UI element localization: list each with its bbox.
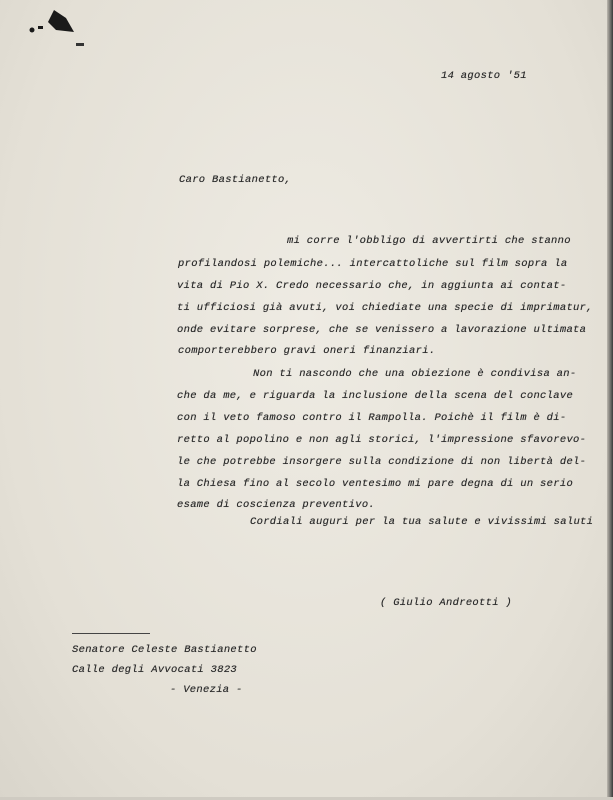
text-line: vita di Pio X. Credo necessario che, in aggiunta ai contat-: [177, 280, 567, 292]
ink-mark: [76, 43, 84, 46]
letter-closing: Cordiali auguri per la tua salute e vivissimi saluti: [250, 516, 594, 528]
scan-edge: [607, 0, 613, 800]
text-line: retto al popolino e non agli storici, l'impressione sfavorevo-: [177, 434, 587, 446]
recipient-name: Senatore Celeste Bastianetto: [72, 644, 257, 656]
text-line: la Chiesa fino al secolo ventesimo mi pare degna di un serio: [177, 478, 574, 490]
text-line: le che potrebbe insorgere sulla condizione di non libertà del-: [177, 456, 587, 468]
text-line: esame di coscienza preventivo.: [177, 499, 376, 511]
text-line: che da me, e riguarda la inclusione della scena del conclave: [177, 390, 574, 402]
letter-date: 14 agosto '51: [441, 70, 527, 82]
text-line: mi corre l'obbligo di avvertirti che stanno: [287, 235, 571, 247]
text-line: ti ufficiosi già avuti, voi chiediate una specie di imprimatur,: [177, 302, 593, 314]
text-line: onde evitare sorprese, che se venissero a lavorazione ultimata: [177, 324, 587, 336]
letter-salutation: Caro Bastianetto,: [179, 174, 292, 186]
text-line: profilandosi polemiche... intercattoliche sul film sopra la: [178, 258, 568, 270]
torn-corner-mark: [26, 8, 78, 34]
text-line: Non ti nascondo che una obiezione è condivisa an-: [253, 368, 577, 380]
recipient-city: - Venezia -: [170, 684, 243, 696]
letter-signature: ( Giulio Andreotti ): [380, 597, 513, 609]
recipient-address: Calle degli Avvocati 3823: [72, 664, 238, 676]
divider: [72, 633, 150, 634]
text-line: con il veto famoso contro il Rampolla. Poichè il film è di-: [177, 412, 567, 424]
text-line: comporterebbero gravi oneri finanziari.: [178, 345, 436, 357]
